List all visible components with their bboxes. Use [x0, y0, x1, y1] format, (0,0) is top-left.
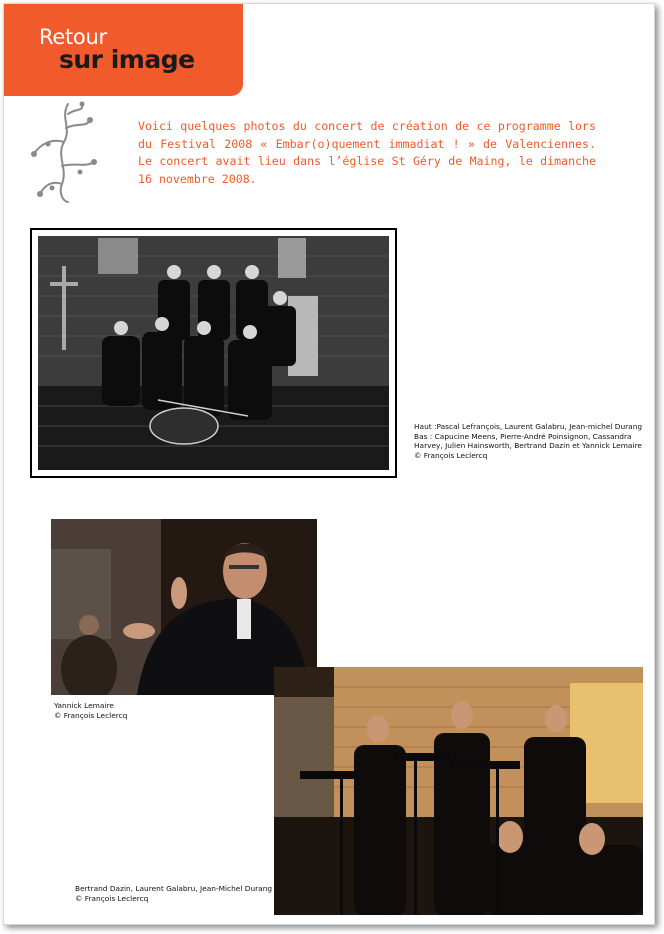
group-photo-image [38, 236, 389, 470]
caption-line: Haut :Pascal Lefrançois, Laurent Galabru, Jean-michel Durang [414, 422, 643, 431]
page [3, 3, 655, 925]
caption-line: © François Leclercq [54, 710, 128, 720]
caption-line: © François Leclercq [75, 893, 149, 903]
caption-line: © François Leclercq [414, 450, 488, 460]
caption-line: Yannick Lemaire [54, 701, 114, 710]
singers-photo-image [274, 667, 643, 915]
title-banner [4, 4, 243, 96]
intro-paragraph: Voici quelques photos du concert de création de ce programme lors du Festival 2008 « Embar(o)quement immadiat ! » de Valenciennes. Le concert avait lieu dans l’église St Géry de Maing, le dimanche 16 novembre 2008. [138, 119, 596, 186]
conductor-photo-caption [54, 701, 254, 720]
group-photo-caption [414, 422, 646, 460]
title-line-1: Retour [39, 25, 107, 49]
singers-photo-caption [75, 884, 275, 903]
group-photo [30, 228, 397, 478]
floral-ornament-icon [24, 98, 102, 206]
caption-line: Bas : Capucine Meens, Pierre-André Poinsignon, Cassandra Harvey, Julien Hainsworth, Bertrand Dazin et Yannick Lemaire [414, 431, 642, 451]
caption-line: Bertrand Dazin, Laurent Galabru, Jean-Michel Durang [75, 884, 273, 893]
singers-photo [274, 667, 643, 915]
title-line-2: sur image [59, 45, 195, 74]
